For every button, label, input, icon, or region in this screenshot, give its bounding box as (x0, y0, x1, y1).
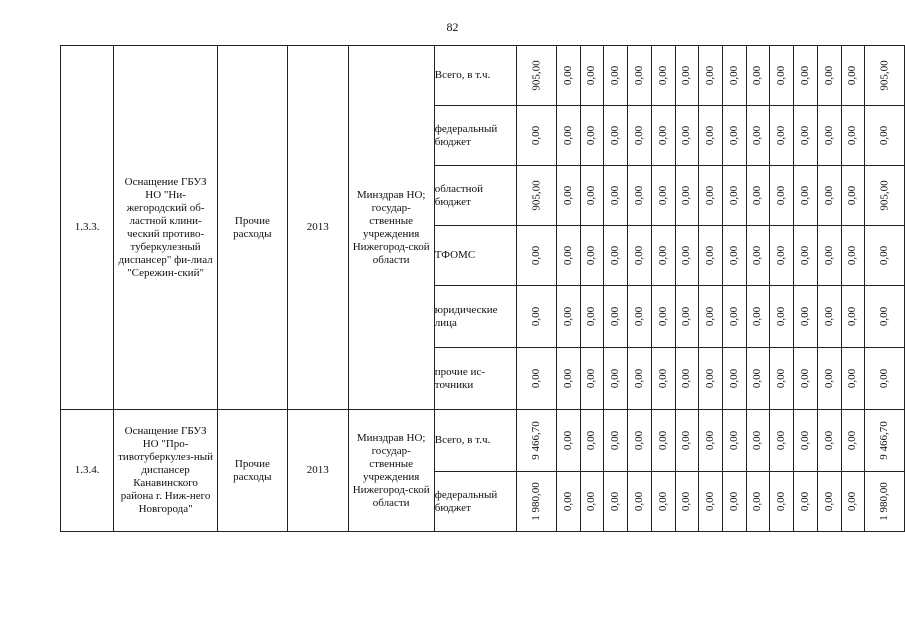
value-text: 0,00 (561, 491, 574, 512)
value-text: 0,00 (775, 430, 788, 451)
value-cell (651, 348, 675, 410)
value-cell (770, 410, 794, 472)
value-cell (675, 106, 699, 166)
value-cell (580, 472, 604, 532)
value-cell (723, 166, 747, 226)
value-cell (675, 286, 699, 348)
value-text: 0,00 (561, 125, 574, 146)
value-text: 0,00 (751, 368, 764, 389)
value-text: 0,00 (609, 65, 622, 86)
value-cell (817, 348, 841, 410)
value-text: 0,00 (799, 306, 812, 327)
expense-type (217, 46, 287, 410)
value-text: 0,00 (680, 430, 693, 451)
value-text: 0,00 (585, 368, 598, 389)
value-cell (746, 286, 770, 348)
funding-source: областной бюджет (434, 166, 517, 226)
value-text: 0,00 (727, 65, 740, 86)
value-text: 0,00 (704, 368, 717, 389)
value-text: 0,00 (822, 65, 835, 86)
value-text: 0,00 (799, 245, 812, 266)
value-text: 905,00 (878, 180, 891, 211)
value-cell (628, 348, 652, 410)
value-cell (770, 226, 794, 286)
value-text: 0,00 (680, 125, 693, 146)
executor-text: Минздрав НО; государ-ственные учреждения Нижегород-ской области (352, 188, 430, 266)
value-cell (699, 106, 723, 166)
value-cell (699, 166, 723, 226)
value-text: 0,00 (775, 368, 788, 389)
value-text: 0,00 (632, 368, 645, 389)
value-cell (746, 166, 770, 226)
value-text: 0,00 (704, 306, 717, 327)
value-text: 0,00 (846, 306, 859, 327)
value-cell (580, 410, 604, 472)
value-cell (746, 106, 770, 166)
value-cell (841, 166, 865, 226)
value-cell (794, 472, 818, 532)
value-cell (817, 166, 841, 226)
value-cell (628, 472, 652, 532)
value-text: 0,00 (878, 245, 891, 266)
value-cell (675, 472, 699, 532)
value-cell (604, 410, 628, 472)
value-text: 0,00 (585, 65, 598, 86)
value-text: 0,00 (727, 185, 740, 206)
value-cell (517, 348, 557, 410)
value-text: 9 466,70 (530, 421, 543, 460)
value-cell (770, 106, 794, 166)
item-year (287, 46, 348, 410)
value-text: 0,00 (632, 245, 645, 266)
value-text: 0,00 (775, 125, 788, 146)
value-cell (865, 472, 905, 532)
value-cell (556, 472, 580, 532)
value-text: 0,00 (846, 125, 859, 146)
value-text: 0,00 (632, 65, 645, 86)
value-cell (794, 226, 818, 286)
value-cell (770, 286, 794, 348)
value-cell (517, 46, 557, 106)
value-text: 0,00 (822, 430, 835, 451)
value-text: 0,00 (632, 125, 645, 146)
item-code (61, 410, 114, 532)
value-text: 0,00 (585, 430, 598, 451)
value-cell (675, 410, 699, 472)
value-text: 0,00 (609, 306, 622, 327)
value-text: 0,00 (632, 491, 645, 512)
value-text: 0,00 (822, 125, 835, 146)
value-text: 0,00 (632, 306, 645, 327)
value-cell (841, 410, 865, 472)
value-text: 0,00 (751, 430, 764, 451)
value-cell (517, 106, 557, 166)
value-cell (675, 166, 699, 226)
value-text: 0,00 (656, 306, 669, 327)
value-cell (556, 166, 580, 226)
value-text: 0,00 (656, 125, 669, 146)
value-cell (746, 348, 770, 410)
value-cell (604, 472, 628, 532)
value-text: 0,00 (585, 245, 598, 266)
value-text: 0,00 (704, 185, 717, 206)
value-text: 0,00 (846, 245, 859, 266)
value-text: 0,00 (680, 65, 693, 86)
value-cell (580, 46, 604, 106)
executor (348, 46, 434, 410)
value-text: 0,00 (775, 245, 788, 266)
value-text: 0,00 (704, 125, 717, 146)
value-cell (556, 46, 580, 106)
executor (348, 410, 434, 532)
value-text: 0,00 (656, 65, 669, 86)
value-cell (556, 226, 580, 286)
funding-source: федеральный бюджет (434, 472, 517, 532)
value-text: 0,00 (727, 430, 740, 451)
value-cell (865, 106, 905, 166)
funding-table (60, 45, 905, 532)
value-text: 0,00 (799, 491, 812, 512)
item-code-text: 1.3.3. (74, 221, 100, 233)
value-text: 0,00 (751, 491, 764, 512)
value-text: 0,00 (704, 245, 717, 266)
value-text: 0,00 (704, 65, 717, 86)
value-cell (841, 106, 865, 166)
value-cell (794, 106, 818, 166)
value-cell (604, 166, 628, 226)
value-cell (746, 226, 770, 286)
value-text: 0,00 (846, 65, 859, 86)
item-year-text: 2013 (306, 221, 329, 233)
value-cell (794, 348, 818, 410)
value-text: 0,00 (751, 65, 764, 86)
value-text: 0,00 (799, 368, 812, 389)
value-cell (604, 286, 628, 348)
value-cell (628, 166, 652, 226)
value-text: 0,00 (822, 185, 835, 206)
value-cell (651, 166, 675, 226)
value-cell (628, 106, 652, 166)
value-cell (517, 226, 557, 286)
value-text: 0,00 (799, 430, 812, 451)
value-cell (746, 46, 770, 106)
value-cell (865, 46, 905, 106)
value-cell (651, 286, 675, 348)
value-text: 0,00 (561, 368, 574, 389)
value-cell (699, 226, 723, 286)
value-text: 0,00 (609, 430, 622, 451)
value-cell (556, 286, 580, 348)
value-text: 0,00 (846, 185, 859, 206)
value-text: 0,00 (609, 125, 622, 146)
value-cell (723, 348, 747, 410)
value-cell (628, 46, 652, 106)
value-cell (865, 410, 905, 472)
value-text: 0,00 (775, 65, 788, 86)
value-text: 0,00 (775, 306, 788, 327)
value-text: 0,00 (609, 245, 622, 266)
value-text: 0,00 (775, 491, 788, 512)
value-text: 0,00 (727, 491, 740, 512)
item-name-text: Оснащение ГБУЗ НО "Ни-жегородский об-ластной клини-ческий противо-туберкулезный диспансер" фи-лиал "Сережин-ский" (118, 175, 213, 279)
value-cell (723, 106, 747, 166)
value-text: 0,00 (530, 125, 543, 146)
funding-source: юридические лица (434, 286, 517, 348)
value-text: 0,00 (751, 306, 764, 327)
value-text: 0,00 (878, 368, 891, 389)
value-text: 1 980,00 (530, 482, 543, 521)
executor-text: Минздрав НО; государ-ственные учреждения Нижегород-ской области (352, 431, 430, 509)
value-text: 0,00 (632, 185, 645, 206)
value-cell (770, 472, 794, 532)
value-cell (746, 472, 770, 532)
item-name (114, 410, 217, 532)
value-text: 0,00 (585, 125, 598, 146)
value-text: 0,00 (561, 185, 574, 206)
value-text: 0,00 (585, 491, 598, 512)
value-cell (817, 472, 841, 532)
funding-source: Всего, в т.ч. (434, 410, 517, 472)
value-cell (517, 410, 557, 472)
value-text: 0,00 (878, 125, 891, 146)
page-number: 82 (446, 20, 459, 34)
value-cell (817, 226, 841, 286)
value-cell (675, 226, 699, 286)
value-text: 9 466,70 (878, 421, 891, 460)
value-text: 0,00 (799, 185, 812, 206)
value-text: 0,00 (656, 185, 669, 206)
value-cell (651, 106, 675, 166)
value-text: 0,00 (561, 430, 574, 451)
value-cell (556, 348, 580, 410)
value-text: 0,00 (822, 245, 835, 266)
value-text: 0,00 (561, 306, 574, 327)
value-text: 0,00 (822, 491, 835, 512)
value-text: 0,00 (727, 368, 740, 389)
value-cell (580, 348, 604, 410)
value-text: 0,00 (846, 430, 859, 451)
value-cell (675, 46, 699, 106)
item-code (61, 46, 114, 410)
value-text: 0,00 (530, 306, 543, 327)
value-text: 0,00 (680, 245, 693, 266)
value-text: 905,00 (530, 180, 543, 211)
value-cell (746, 410, 770, 472)
funding-source: федеральный бюджет (434, 106, 517, 166)
value-text: 0,00 (585, 185, 598, 206)
value-cell (794, 410, 818, 472)
value-cell (865, 226, 905, 286)
value-cell (699, 46, 723, 106)
value-text: 0,00 (632, 430, 645, 451)
value-text: 0,00 (751, 185, 764, 206)
value-cell (817, 46, 841, 106)
value-text: 0,00 (609, 185, 622, 206)
item-year (287, 410, 348, 532)
value-text: 0,00 (822, 306, 835, 327)
funding-source: прочие ис-точники (434, 348, 517, 410)
value-cell (794, 286, 818, 348)
value-cell (723, 286, 747, 348)
value-cell (517, 166, 557, 226)
value-cell (517, 286, 557, 348)
value-text: 0,00 (822, 368, 835, 389)
value-text: 0,00 (846, 491, 859, 512)
value-text: 0,00 (727, 125, 740, 146)
value-text: 0,00 (680, 185, 693, 206)
value-cell (517, 472, 557, 532)
value-cell (770, 166, 794, 226)
value-cell (628, 226, 652, 286)
value-cell (841, 226, 865, 286)
value-cell (675, 348, 699, 410)
value-cell (865, 286, 905, 348)
value-cell (580, 286, 604, 348)
value-cell (580, 226, 604, 286)
value-text: 0,00 (530, 245, 543, 266)
value-cell (817, 286, 841, 348)
value-cell (556, 106, 580, 166)
value-cell (580, 106, 604, 166)
value-text: 905,00 (530, 60, 543, 91)
value-text: 0,00 (704, 430, 717, 451)
value-text: 0,00 (530, 368, 543, 389)
value-cell (699, 410, 723, 472)
value-cell (699, 348, 723, 410)
value-text: 0,00 (561, 245, 574, 266)
value-text: 0,00 (727, 306, 740, 327)
value-cell (699, 286, 723, 348)
value-cell (841, 46, 865, 106)
funding-source: Всего, в т.ч. (434, 46, 517, 106)
value-text: 0,00 (656, 430, 669, 451)
value-text: 1 980,00 (878, 482, 891, 521)
value-cell (604, 106, 628, 166)
value-cell (723, 46, 747, 106)
value-cell (628, 286, 652, 348)
value-cell (770, 46, 794, 106)
value-text: 0,00 (878, 306, 891, 327)
value-text: 0,00 (561, 65, 574, 86)
value-cell (628, 410, 652, 472)
value-cell (841, 286, 865, 348)
value-text: 905,00 (878, 60, 891, 91)
value-text: 0,00 (751, 245, 764, 266)
value-cell (817, 410, 841, 472)
value-cell (865, 348, 905, 410)
funding-source: ТФОМС (434, 226, 517, 286)
value-cell (770, 348, 794, 410)
value-cell (841, 348, 865, 410)
expense-type (217, 410, 287, 532)
value-text: 0,00 (609, 491, 622, 512)
item-name (114, 46, 217, 410)
value-cell (604, 348, 628, 410)
value-cell (604, 46, 628, 106)
value-cell (651, 46, 675, 106)
value-text: 0,00 (799, 125, 812, 146)
value-text: 0,00 (751, 125, 764, 146)
value-text: 0,00 (846, 368, 859, 389)
value-cell (556, 410, 580, 472)
value-cell (723, 226, 747, 286)
value-cell (817, 106, 841, 166)
item-code-text: 1.3.4. (74, 464, 100, 476)
expense-type-text: Прочие расходы (233, 457, 272, 483)
value-cell (794, 166, 818, 226)
value-text: 0,00 (680, 306, 693, 327)
item-year-text: 2013 (306, 464, 329, 476)
value-cell (699, 472, 723, 532)
table-row (61, 410, 905, 472)
value-cell (651, 410, 675, 472)
value-cell (723, 472, 747, 532)
value-text: 0,00 (609, 368, 622, 389)
item-name-text: Оснащение ГБУЗ НО "Про-тивотуберкулез-ный диспансер Канавинского района г. Ниж-него Новгорода" (118, 425, 214, 515)
value-text: 0,00 (704, 491, 717, 512)
value-text: 0,00 (799, 65, 812, 86)
value-cell (651, 226, 675, 286)
value-text: 0,00 (656, 491, 669, 512)
value-text: 0,00 (727, 245, 740, 266)
value-cell (580, 166, 604, 226)
value-cell (651, 472, 675, 532)
value-text: 0,00 (656, 245, 669, 266)
value-cell (604, 226, 628, 286)
value-cell (841, 472, 865, 532)
value-text: 0,00 (585, 306, 598, 327)
value-text: 0,00 (680, 368, 693, 389)
value-cell (723, 410, 747, 472)
value-text: 0,00 (656, 368, 669, 389)
value-text: 0,00 (775, 185, 788, 206)
expense-type-text: Прочие расходы (233, 214, 272, 240)
table-row (61, 46, 905, 106)
value-cell (865, 166, 905, 226)
value-text: 0,00 (680, 491, 693, 512)
value-cell (794, 46, 818, 106)
